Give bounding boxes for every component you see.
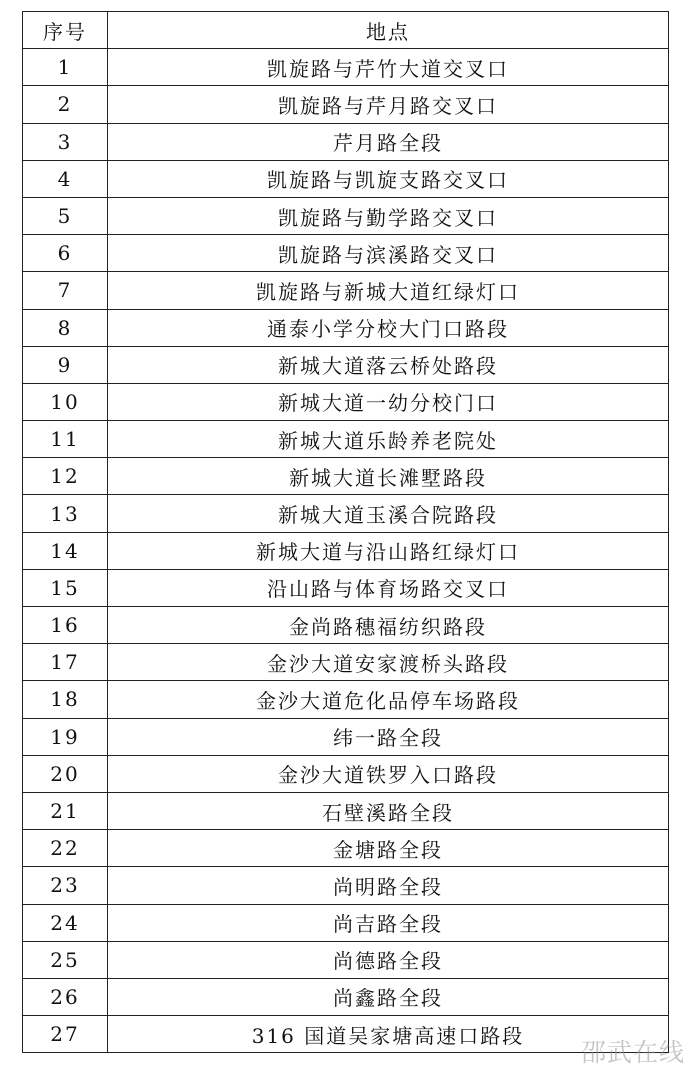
row-index: 25 [23,941,108,978]
table-row [23,569,669,606]
table-row [23,309,669,346]
row-location: 新城大道落云桥处路段 [108,346,669,383]
row-location: 凯旋路与芹月路交叉口 [108,86,669,123]
row-index: 5 [23,197,108,234]
row-index: 14 [23,532,108,569]
row-index: 15 [23,569,108,606]
table-row [23,235,669,272]
row-location: 新城大道与沿山路红绿灯口 [108,532,669,569]
table-row [23,792,669,829]
table-row [23,755,669,792]
table-body [23,49,669,1053]
row-location: 316 国道吴家塘高速口路段 [108,1016,669,1053]
row-index: 11 [23,421,108,458]
table-row [23,867,669,904]
row-index: 2 [23,86,108,123]
row-index: 18 [23,681,108,718]
table-row [23,160,669,197]
row-index: 21 [23,792,108,829]
row-index: 12 [23,458,108,495]
table-row [23,681,669,718]
table-row [23,1016,669,1053]
row-location: 凯旋路与新城大道红绿灯口 [108,272,669,309]
table-row [23,197,669,234]
table-row [23,458,669,495]
table-row [23,718,669,755]
table-row [23,383,669,420]
row-index: 22 [23,830,108,867]
table-row [23,86,669,123]
row-index: 26 [23,978,108,1015]
header-location: 地点 [108,12,669,49]
table-row [23,123,669,160]
row-location: 纬一路全段 [108,718,669,755]
table-row [23,532,669,569]
row-location: 凯旋路与滨溪路交叉口 [108,235,669,272]
table-row [23,272,669,309]
row-location: 新城大道长滩墅路段 [108,458,669,495]
header-index: 序号 [23,12,108,49]
row-index: 16 [23,607,108,644]
row-location: 尚德路全段 [108,941,669,978]
row-index: 13 [23,495,108,532]
row-location: 尚吉路全段 [108,904,669,941]
row-index: 10 [23,383,108,420]
row-index: 1 [23,49,108,86]
row-location: 金塘路全段 [108,830,669,867]
table-row [23,644,669,681]
row-location: 新城大道一幼分校门口 [108,383,669,420]
row-location: 金沙大道铁罗入口路段 [108,755,669,792]
row-location: 金尚路穗福纺织路段 [108,607,669,644]
row-location: 通泰小学分校大门口路段 [108,309,669,346]
table-row [23,830,669,867]
row-location: 新城大道乐龄养老院处 [108,421,669,458]
row-location: 金沙大道危化品停车场路段 [108,681,669,718]
table-header-row [23,12,669,49]
watermark: 邵武在线 [580,1038,685,1067]
row-location: 石壁溪路全段 [108,792,669,829]
row-location: 尚鑫路全段 [108,978,669,1015]
row-index: 8 [23,309,108,346]
row-location: 金沙大道安家渡桥头路段 [108,644,669,681]
row-location: 凯旋路与芹竹大道交叉口 [108,49,669,86]
row-index: 4 [23,160,108,197]
row-location: 新城大道玉溪合院路段 [108,495,669,532]
row-index: 7 [23,272,108,309]
row-location: 尚明路全段 [108,867,669,904]
table-row [23,904,669,941]
row-location: 沿山路与体育场路交叉口 [108,569,669,606]
row-location: 凯旋路与勤学路交叉口 [108,197,669,234]
row-index: 23 [23,867,108,904]
table-row [23,941,669,978]
row-index: 27 [23,1016,108,1053]
table-row [23,346,669,383]
row-index: 17 [23,644,108,681]
row-location: 凯旋路与凯旋支路交叉口 [108,160,669,197]
row-index: 19 [23,718,108,755]
row-index: 20 [23,755,108,792]
table-row [23,607,669,644]
row-location: 芹月路全段 [108,123,669,160]
table-row [23,421,669,458]
row-index: 24 [23,904,108,941]
table-row [23,495,669,532]
table-row [23,978,669,1015]
row-index: 9 [23,346,108,383]
table-row [23,49,669,86]
row-index: 3 [23,123,108,160]
locations-table [22,11,669,1053]
row-index: 6 [23,235,108,272]
